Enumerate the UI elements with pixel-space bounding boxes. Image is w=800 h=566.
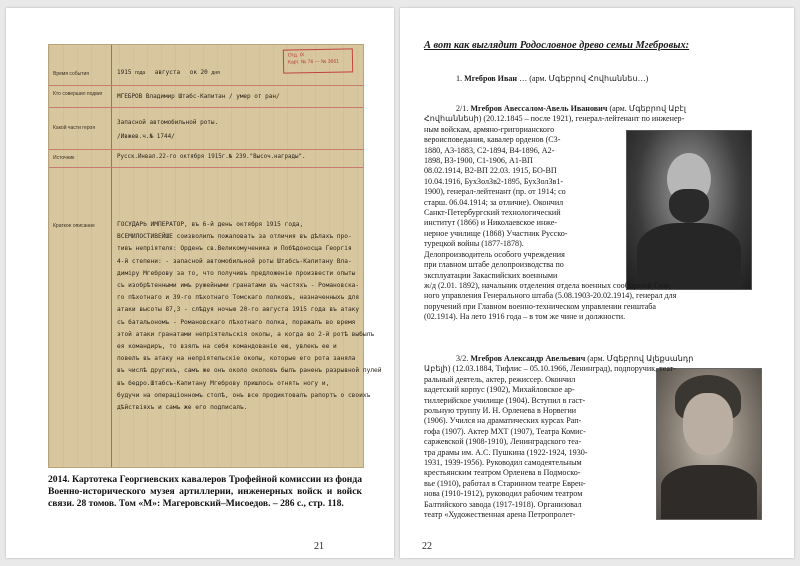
entry-line: 1880, А3-1883, С2-1894, В4-1896, А2- (424, 145, 555, 155)
entry-line: ральный деятель, актер, режиссер. Окончил (424, 374, 576, 384)
entry-line: театр «Художественная арена Петропролет- (424, 510, 576, 520)
card-date (117, 69, 220, 77)
card-day-unit: дня (211, 70, 220, 76)
card-year-suffix: года (135, 70, 146, 76)
card-stamp (283, 48, 353, 73)
summary-line: 4-й степени: - запасной автомобильной роты Штабсъ-Капитану Вла- (117, 257, 352, 265)
entry-2-num: 2/1. (456, 104, 471, 113)
card-unit-ref: /Ивжев.ч.№ 1744/ (117, 133, 175, 140)
entry-line: вероисповедания, кавалер орденов (С3- (424, 135, 561, 145)
entry-line: 08.02.1914, В2-ВП 22.03. 1915, БО-ВП (424, 166, 557, 176)
summary-line: ВСЕМИЛОСТИВЕЙШЕ соизволилъ пожаловать за отличия въ дѣлахъ про- (117, 233, 352, 241)
entry-3 (424, 354, 776, 521)
card-margin-line (111, 45, 112, 467)
summary-line: атаки высоты 87,3 - слѣдуя ночью 20-го августа 1915 года въ атаку (117, 306, 360, 314)
card-source: Русск.Инвал.22-го октября 1915г.№ 239."Высоч.награды". (117, 154, 306, 160)
card-day: ок 20 (189, 69, 208, 76)
entry-1-rest: … (арм. Մգեբրով Հովհաննես…) (517, 74, 649, 83)
entry-line: турецкой войны (1877-1878). (424, 239, 524, 249)
summary-line: го пѣхотнаго и 39-го пѣхотнаго Томскаго полковъ, назначенныхъ для (117, 294, 360, 302)
entry-line: Աբելի) (12.03.1884, Тифлис – 05.10.1966, Ленинград), подпоручик, теат- (424, 364, 677, 374)
entry-line: ным войскам, армяно-григорианского (424, 124, 555, 134)
card-divider (49, 85, 363, 86)
summary-line: повелъ въ атаку на непріятельскіе окопы, которые его рота заняла (117, 355, 356, 363)
entry-line: старш. 06.04.1914; за отличие). Окончил (424, 197, 564, 207)
entry-2-name: Мгебров Авессалом-Авель Иванович (470, 104, 608, 113)
label-summary: Краткое описание (53, 223, 95, 229)
entry-line: 1931, 1939-1956). Руководил самодеятельным (424, 458, 582, 468)
page-number-left: 21 (314, 541, 324, 552)
figure-caption: 2014. Картотека Георгиевских кавалеров Трофейной комиссии из фонда Военно-исторического музея артиллерии, инженерных войск и войск связи. 28 томов. Том «М»: Магеровский–Мисоедов. – 286 с., стр. 118. (48, 474, 362, 509)
summary-line: съ батальономъ - Романовскаго пѣхотнаго полка, поражалъ во время (117, 318, 356, 326)
entry-line: вье (1910), работал в Старинном театре Еврен- (424, 478, 586, 488)
entry-line: 10.04.1916, БухЗолЗв2-1895, БухЗолЗв1- (424, 176, 564, 186)
stamp-line1: Отд. IX (287, 52, 305, 59)
summary-line: этой атаки гранатами непріятельскія окопы, а когда во 2-й ротѣ выбылъ (117, 330, 375, 338)
left-page (6, 8, 394, 558)
section-heading: А вот как выглядит Родословное древо семьи Мгебровых: (424, 40, 690, 51)
entry-line: институт (1866) и Николаевское инже- (424, 218, 558, 228)
entry-line: нерное училище (1868) Участник Русско- (424, 228, 568, 238)
label-receiver: Кто совершил подвиг (53, 91, 103, 97)
card-month: августа (154, 69, 181, 76)
card-name: МГЕБРОВ Владимир Штабс-Капитан / умер от ран/ (117, 93, 280, 100)
entry-line: (арм. Մգեբրով Աբէլ (609, 104, 686, 113)
entry-line: (арм. Մգեբրով Ալեքսանդր (587, 354, 694, 363)
entry-line: ного управления Генерального штаба (5.08.1903-20.02.1914), генерал для (424, 291, 677, 301)
entry-line: поручений при Главном военно-техническом управлении генштаба (424, 301, 657, 311)
entry-line: саржевской (1908-1910), Ленинградского теа- (424, 437, 582, 447)
entry-line: рольную труппу И. Н. Орленева в Норвегии (424, 406, 577, 416)
entry-line: 1898, В3-1900, С1-1906, А1-ВП (424, 156, 533, 166)
card-unit: Запасной автомобильной роты. (117, 119, 219, 126)
entry-line: нова (1910-1912), руководил рабочим театром (424, 489, 583, 499)
stamp-line2: Карт. № 76 --- № 3661 (287, 58, 339, 66)
entry-line: тиллерийское училище (1904). Вступил в гаст- (424, 395, 586, 405)
summary-line: ея командиръ, то взялъ на себя командованіе ею, увлекъ ее и (117, 343, 337, 351)
entry-line: кадетский корпус (1902), Михайловское ар- (424, 385, 575, 395)
entry-3-num: 3/2. (456, 354, 471, 363)
card-divider (49, 107, 363, 108)
entry-line: гофа (1907). Актер МХТ (1907), Театра Комис- (424, 426, 586, 436)
label-unit: Какой части героя (53, 125, 96, 131)
entry-3-name: Мгебров Александр Авельевич (470, 354, 586, 363)
entry-line: Балтийского завода (1917-1918). Организовал (424, 499, 582, 509)
entry-line: при главном штабе делопроизводства по (424, 260, 564, 270)
card-divider (49, 167, 363, 168)
entry-2 (424, 104, 776, 323)
summary-line: съ изобрѣтенными имъ ружейными гранатами въ частяхъ - Романовска- (117, 282, 360, 290)
label-source: Источник (53, 155, 75, 161)
page-number-right: 22 (422, 541, 432, 552)
summary-line: диміру Мгеброву за то, что получивъ предложеніе произвести опыты (117, 269, 356, 277)
entry-line: ж/д (2.01. 1892), начальник отделения отдела военных сообщений Глав- (424, 280, 672, 290)
summary-line: будучи на операціонномъ столѣ, онъ все продиктовалъ рапортъ о своихъ (117, 391, 371, 399)
entry-line: (1906). Учился на драматических курсах Рап- (424, 416, 582, 426)
entry-line: тра драмы им. А.С. Пушкина (1922-1924, 1930- (424, 447, 588, 457)
entry-line: Հովհաննեսի) (20.12.1845 – после 1921), генерал-лейтенант по инженер- (424, 114, 685, 124)
summary-line: тивъ непріятеля: Орденъ св.Великомученика и Побѣдоносца Георгія (117, 245, 352, 253)
entry-line: Санкт-Петербургский технологический (424, 208, 561, 218)
summary-line: въ числѣ другихъ, самъ же онъ около окоповъ былъ раненъ разрывной пулей (117, 367, 382, 375)
summary-line: въ бедро.Штабсъ-Капитану Мгеброву пришлось отнять ногу и, (117, 379, 330, 387)
entry-line: 1900), генерал-лейтенант (пр. от 1914; со (424, 187, 566, 197)
entry-1 (424, 74, 776, 84)
card-summary (117, 219, 382, 414)
entry-1-name: Мгебров Иван (464, 74, 518, 83)
archive-card (48, 44, 382, 468)
summary-line: ГОСУДАРЬ ИМПЕРАТОР, въ 6-й день октября 1915 года, (117, 221, 304, 228)
summary-line: дѣйствіяхъ и самъ же его подписалъ. (117, 404, 248, 412)
card-divider (49, 149, 363, 150)
card-year: 1915 (117, 69, 132, 76)
label-date: Время события (53, 71, 90, 77)
entry-1-num: 1. (456, 74, 465, 83)
entry-line: эксплуатации Закаспийских военными (424, 270, 558, 280)
entry-line: (02.1914). На лето 1916 года – в том же чине и должности. (424, 312, 626, 322)
entry-line: крестьянским театром Орленева в Подмоско- (424, 468, 581, 478)
right-page (400, 8, 794, 558)
entry-line: Делопроизводитель особого учреждения (424, 249, 565, 259)
